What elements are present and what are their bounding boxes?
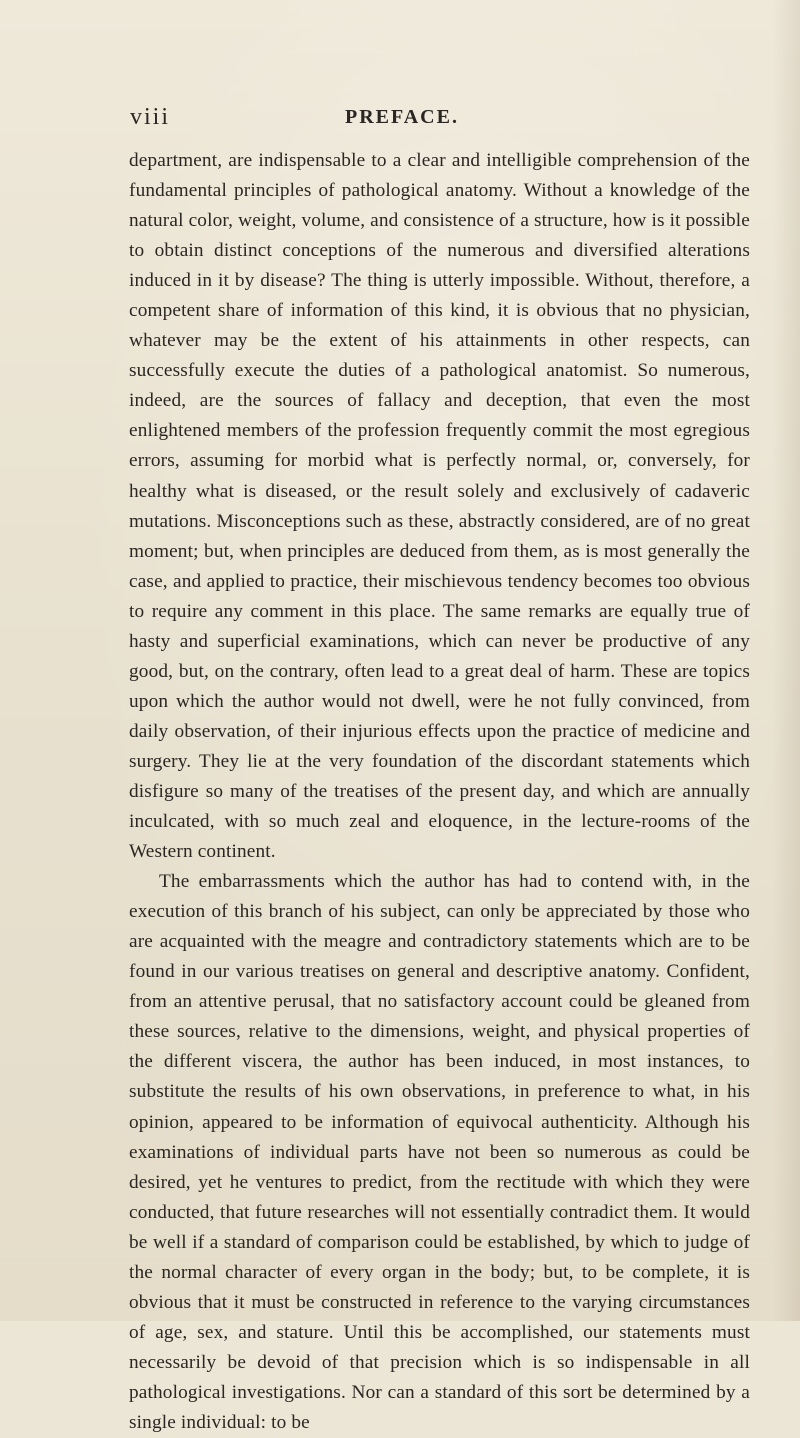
page-number: viii bbox=[130, 104, 171, 130]
paragraph-1: department, are indispensable to a clear and intelligible comprehension of the fundamental principles of pathological anatomy. Without a knowledge of the natural color, weight, volume, and consistence of a structure, how is it possible to obtain distinct conceptions of the numerous and diversified alterations induced in it by disease? The thing is utterly impossible. Without, therefore, a competent share of information of this kind, it is obvious that no physician, whatever may be the extent of his attainments in other respects, can successfully execute the duties of a pathological anatomist. So numerous, indeed, are the sources of fallacy and deception, that even the most enlightened members of the profession frequently commit the most egregious errors, assuming for morbid what is perfectly normal, or, conversely, for healthy what is diseased, or the result solely and exclusively of cadaveric mutations. Misconceptions such as these, abstractly considered, are of no great moment; but, when principles are deduced from them, as is most generally the case, and applied to practice, their mischievous tendency becomes too obvious to require any comment in this place. The same remarks are equally true of hasty and superficial examinations, which can never be productive of any good, but, on the contrary, often lead to a great deal of harm. These are topics upon which the author would not dwell, were he not fully convinced, from daily observation, of their injurious effects upon the practice of medicine and surgery. They lie at the very foundation of the discordant statements which disfigure so many of the treatises of the present day, and which are annually inculcated, with so much zeal and eloquence, in the lecture-rooms of the Western continent. bbox=[129, 150, 750, 863]
page-edge-shading bbox=[772, 0, 800, 1321]
body-text bbox=[129, 146, 750, 1438]
paragraph-2: The embarrassments which the author has had to contend with, in the execution of this branch of his subject, can only be appreciated by those who are acquainted with the meagre and contradictory statements which are to be found in our various treatises on general and descriptive anatomy. Confident, from an attentive perusal, that no satisfactory account could be gleaned from these sources, relative to the dimensions, weight, and physical properties of the different viscera, the author has been induced, in most instances, to substitute the results of his own observations, in preference to what, in his opinion, appeared to be information of equivocal authenticity. Although his examinations of individual parts have not been so numerous as could be desired, yet he ventures to predict, from the rectitude with which they were conducted, that future researches will not essentially contradict them. It would be well if a standard of comparison could be established, by which to judge of the normal character of every organ in the body; but, to be complete, it is obvious that it must be constructed in reference to the varying circumstances of age, sex, and stature. Until this be accomplished, our statements must necessarily be devoid of that precision which is so indispensable in all pathological investigations. Nor can a standard of this sort be determined by a single individual: to be bbox=[129, 871, 750, 1433]
running-title: PREFACE. bbox=[345, 106, 459, 128]
running-head bbox=[130, 104, 750, 132]
